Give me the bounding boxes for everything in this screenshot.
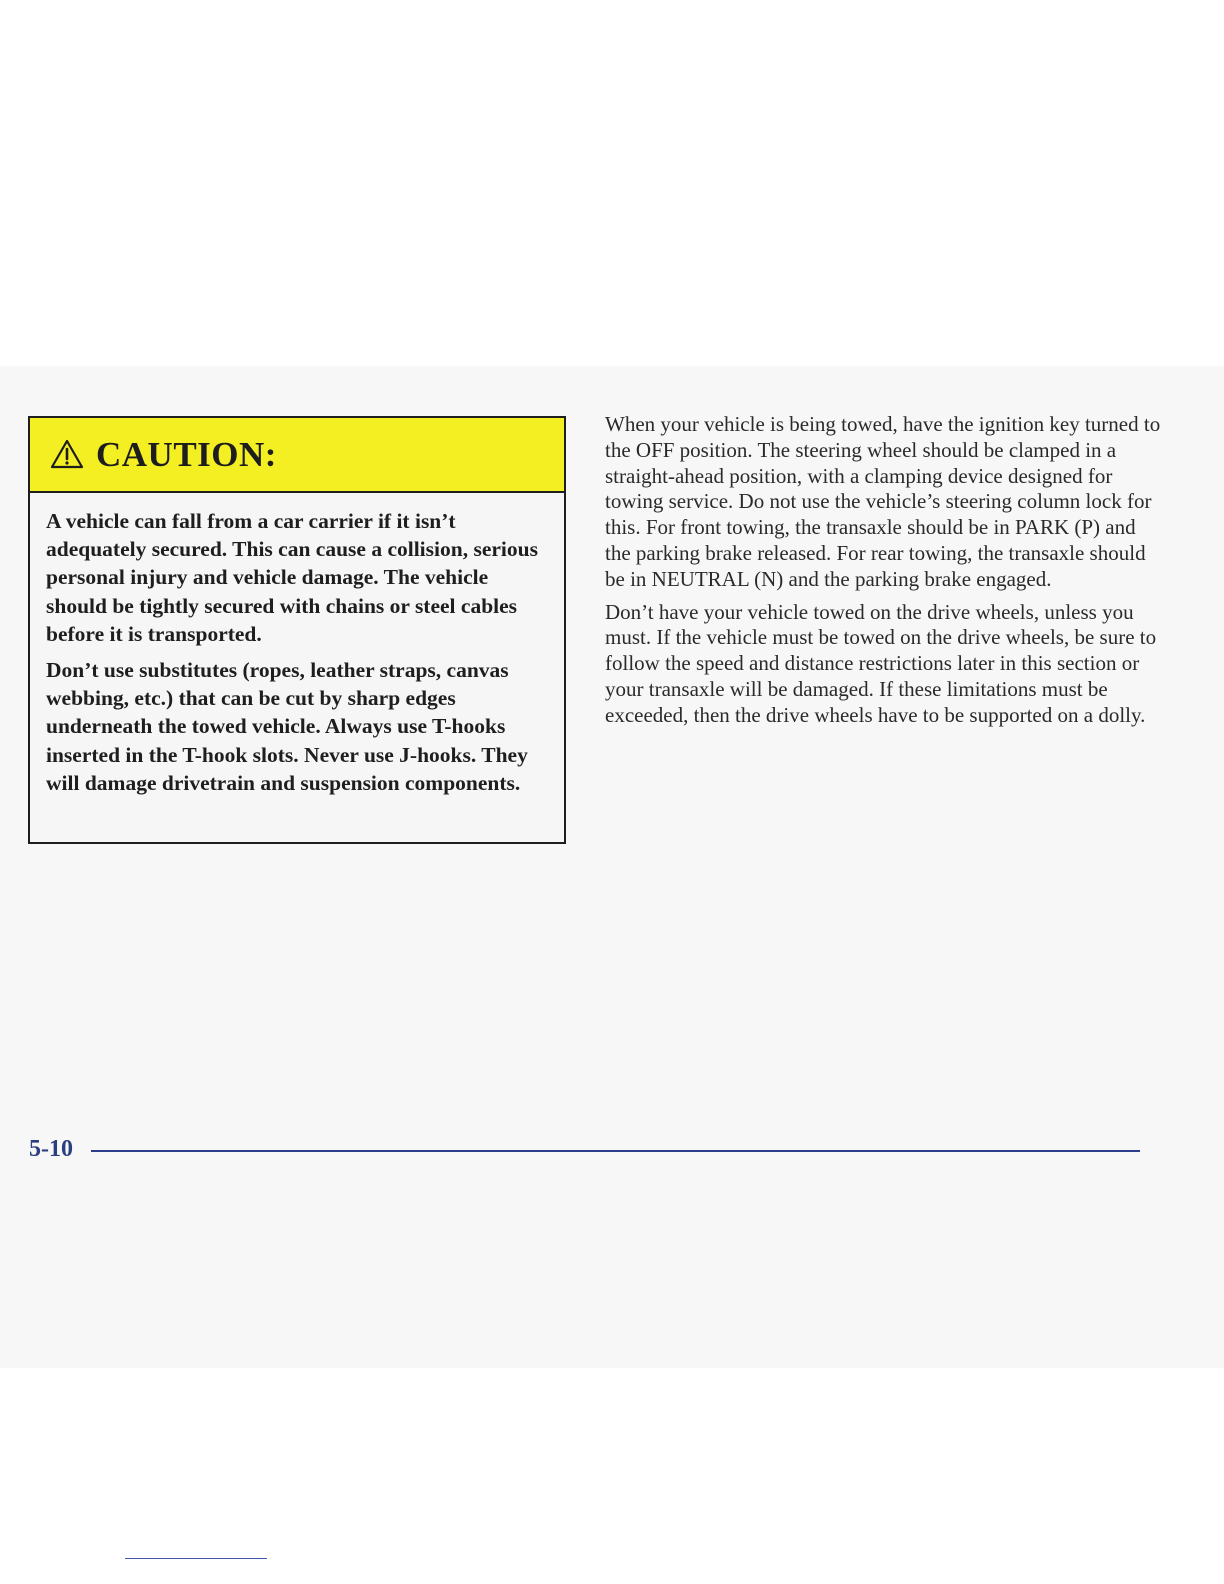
body-paragraph: Don’t have your vehicle towed on the drive wheels, unless you must. If the vehicle must be towed on the drive wheels, be sure to follow the speed and distance restrictions later in this section or your transaxle will be damaged. If these limitations must be exceeded, then the drive wheels have to be supported on a dolly. — [605, 599, 1157, 727]
body-paragraph: When your vehicle is being towed, have the ignition key turned to the OFF position. The steering wheel should be clamped in a straight-ahead position, with a clamping device designed for towing service. Do not use the vehicle’s steering column lock for this. For front towing, the transaxle should be in PARK (P) and the parking brake released. For rear towing, the transaxle should be in NEUTRAL (N) and the parking brake engaged. — [605, 412, 1161, 591]
warning-triangle-icon — [50, 439, 84, 469]
bottom-rule — [125, 1558, 267, 1559]
caution-title: CAUTION: — [96, 434, 277, 474]
footer-rule — [91, 1150, 1140, 1152]
caution-body — [30, 493, 564, 797]
caution-box — [28, 416, 566, 844]
caution-paragraph: A vehicle can fall from a car carrier if it isn’t adequately secured. This can cause a collision, serious personal injury and vehicle damage. The vehicle should be tightly secured with chains or steel cables before it is transported. — [46, 509, 538, 646]
page-number: 5-10 — [29, 1136, 73, 1162]
caution-header — [30, 418, 564, 493]
caution-paragraph: Don’t use substitutes (ropes, leather straps, canvas webbing, etc.) that can be cut by sharp edges underneath the towed vehicle. Always use T-hooks inserted in the T-hook slots. Never use J-hooks. They will damage drivetrain and suspension components. — [46, 658, 528, 795]
main-text-column — [605, 412, 1165, 736]
